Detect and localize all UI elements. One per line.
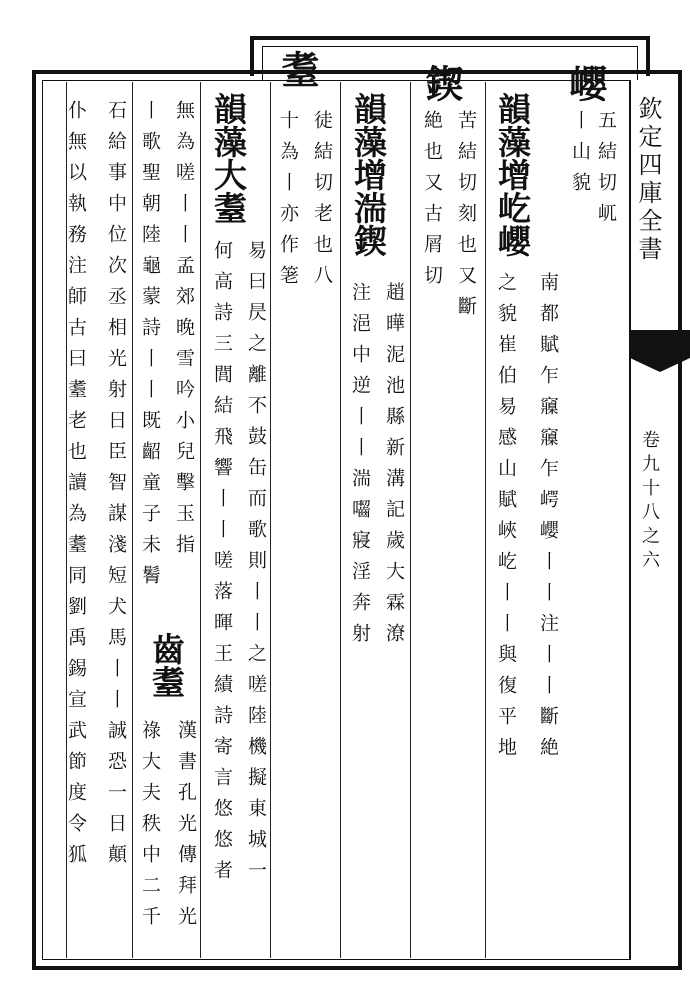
gloss-line: 仆無以執務注師古曰耋老也讀為耋同劉禹錫宣武節度令狐 — [65, 100, 87, 875]
gloss-line: 五結切屼 — [595, 110, 617, 234]
gloss-line: 南都賦乍䆿䆿乍崿巊丨丨注丨丨斷絶 — [537, 272, 559, 768]
phrase-heading: 韻藻增屹巊 — [493, 92, 532, 257]
phrase-heading: 齒耋 — [147, 632, 186, 698]
column-rule — [270, 82, 271, 958]
gloss-line: 十為丨亦作䇭 — [277, 110, 299, 296]
gloss-line: 注浥中逆丨丨湍囓寢淫奔射 — [349, 282, 371, 654]
column-rule — [200, 82, 201, 958]
phrase-heading: 韻藻大耋 — [209, 92, 248, 224]
column-rule — [410, 82, 411, 958]
gloss-line: 祿大夫秩中二千 — [139, 720, 161, 937]
gloss-line: 丨山貌 — [569, 110, 591, 203]
volume-number: 卷九十八之六 — [639, 430, 660, 574]
column-rule — [485, 82, 486, 958]
gloss-line: 何高詩三閭結飛響丨丨嗟落暉王績詩寄言悠悠者 — [211, 240, 233, 891]
column-rule — [132, 82, 133, 958]
gloss-line: 漢書孔光傳拜光 — [175, 720, 197, 937]
gloss-line: 趙曄泥池縣新溝記歲大霖潦 — [383, 282, 405, 654]
gloss-line: 絶也又古屑切 — [421, 110, 443, 296]
column-rule — [340, 82, 341, 958]
fishtail-mark — [630, 330, 690, 358]
headword: 耋 — [275, 50, 320, 88]
gloss-line: 徒結切老也八 — [311, 110, 333, 296]
gloss-line: 無為嗟丨丨孟郊晚雪吟小兒擊玉指 — [173, 100, 195, 565]
gloss-line: 石給事中位次丞相光射日臣智謀淺短犬馬丨丨誠恐一日顛 — [105, 100, 127, 875]
gloss-line: 丨歌聖朝陸龜蒙詩丨丨既齠童子未鬌 — [139, 100, 161, 596]
gloss-line: 苦結切刻也又斷 — [455, 110, 477, 327]
gloss-line: 易曰昃之離不鼓缶而歌則丨丨之嗟陸機擬東城一 — [245, 240, 267, 891]
headword: 鍥 — [419, 64, 464, 102]
headword: 巊 — [563, 64, 608, 102]
phrase-heading: 韻藻增湍鍥 — [349, 92, 388, 257]
gloss-line: 之貌崔伯易感山賦峽屹丨丨與復平地 — [495, 272, 517, 768]
book-title: 欽定四庫全書 — [634, 96, 662, 264]
